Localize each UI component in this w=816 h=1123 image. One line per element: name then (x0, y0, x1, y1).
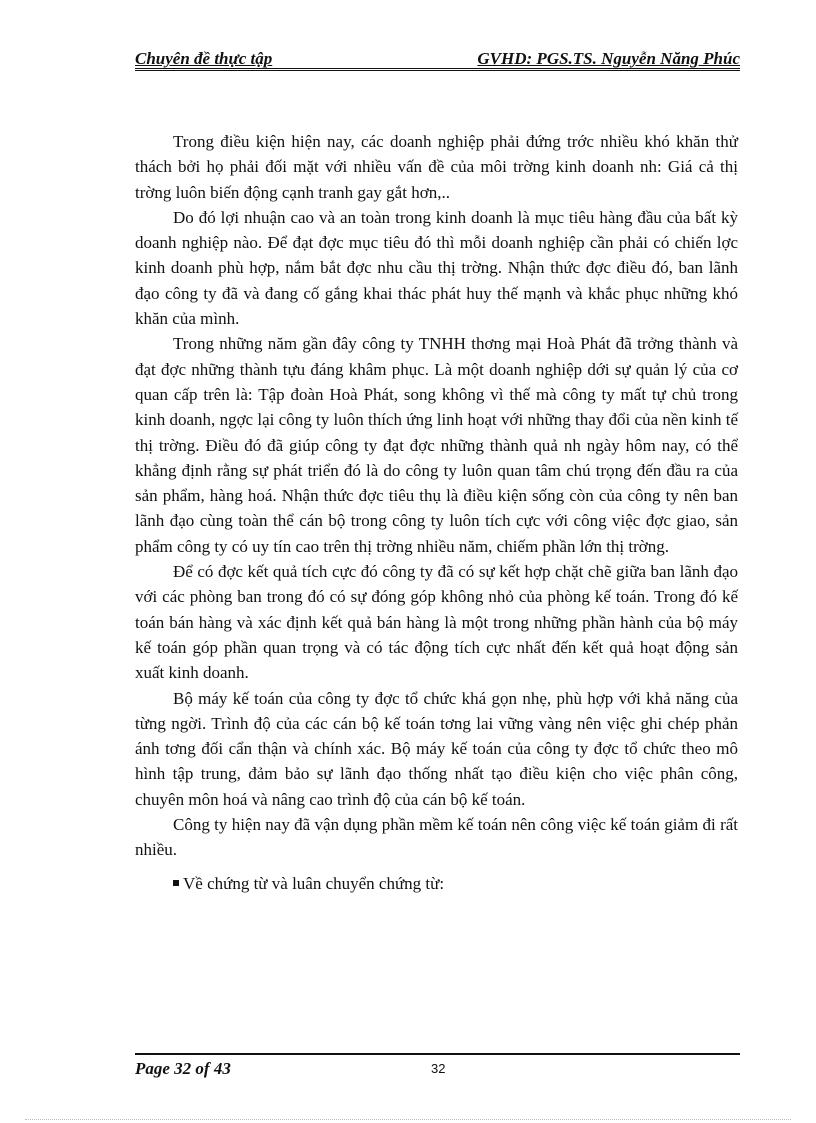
bullet-item (135, 871, 738, 896)
header-document-type: Chuyên đề thực tập (135, 49, 273, 68)
document-body (135, 129, 738, 896)
paragraph-4: Để có đợc kết quả tích cực đó công ty đã có sự kết hợp chặt chẽ giữa ban lãnh đạo với các phòng ban trong đó có sự đóng góp không nhỏ của phòng kế toán. Trong đó kế toán bán hàng và xác định kết quả bán hàng là một trong những phần hành của bộ máy kế toán góp phần quan trọng và có tác động tích cực nhất đến kết quả hoạt động sản xuất kinh doanh. (135, 562, 738, 683)
paragraph-5: Bộ máy kế toán của công ty đợc tổ chức khá gọn nhẹ, phù hợp với khả năng của từng ngời. Trình độ của các cán bộ kế toán tơng lai vững vàng nên việc ghi chép phản ánh tơng đối cẩn thận và chính xác. Bộ máy kế toán của công ty đợc tổ chức theo mô hình tập trung, đảm bảo sự lãnh đạo thống nhất tạo điều kiện cho việc phân công, chuyên môn hoá và nâng cao trình độ của cán bộ kế toán. (135, 688, 738, 809)
paragraph-1: Trong điều kiện hiện nay, các doanh nghiệp phải đứng trớc nhiều khó khăn thử thách bởi họ phải đối mặt với nhiều vấn đề của môi trờng kinh doanh nh: Giá cả thị trờng luôn biến động cạnh tranh gay gắt hơn,.. (135, 132, 738, 202)
footer-page-number: 32 (431, 1061, 446, 1076)
header-supervisor: GVHD: PGS.TS. Nguyễn Năng Phúc (477, 49, 740, 68)
footer-rule (135, 1053, 740, 1055)
square-bullet-icon (173, 880, 179, 886)
paragraph-6: Công ty hiện nay đã vận dụng phần mềm kế toán nên công việc kế toán giảm đi rất nhiều. (135, 815, 738, 860)
bullet-item-text: Về chứng từ và luân chuyển chứng từ: (183, 873, 445, 893)
paragraph-2: Do đó lợi nhuận cao và an toàn trong kinh doanh là mục tiêu hàng đầu của bất kỳ doanh nghiệp nào. Để đạt đợc mục tiêu đó thì mỗi doanh nghiệp cần phải có chiến lợc kinh doanh phù hợp, nắm bắt đợc nhu cầu thị trờng. Nhận thức đợc điều đó, ban lãnh đạo công ty đã và đang cố gắng khai thác phát huy thế mạnh và khắc phục những khó khăn của mình. (135, 207, 738, 329)
page-header (135, 49, 740, 69)
page-boundary (25, 1119, 791, 1120)
header-rule (135, 68, 740, 71)
paragraph-3: Trong những năm gần đây công ty TNHH thơng mại Hoà Phát đã trởng thành và đạt đợc những thành tựu đáng khâm phục. Là một doanh nghiệp dới sự quản lý của cơ quan cấp trên là: Tập đoàn Hoà Phát, song không vì thế mà công ty mất tự chủ trong kinh doanh, ngợc lại công ty luôn thích ứng linh hoạt với những thay đổi của nền kinh tế thị trờng. Điều đó đã giúp công ty đạt đợc những thành quả nh ngày hôm nay, có thể khẳng định rằng sự phát triển đó là do công ty luôn quan tâm chú trọng đến đầu ra của sản phẩm, hàng hoá. Nhận thức đợc tiêu thụ là điều kiện sống còn của công ty nên ban lãnh đạo cùng toàn thể cán bộ trong công ty luôn tích cực với công việc đợc giao, sản phẩm công ty có uy tín cao trên thị trờng nhiều năm, chiếm phần lớn thị trờng. (135, 334, 738, 556)
footer-page-label: Page 32 of 43 (135, 1059, 231, 1078)
